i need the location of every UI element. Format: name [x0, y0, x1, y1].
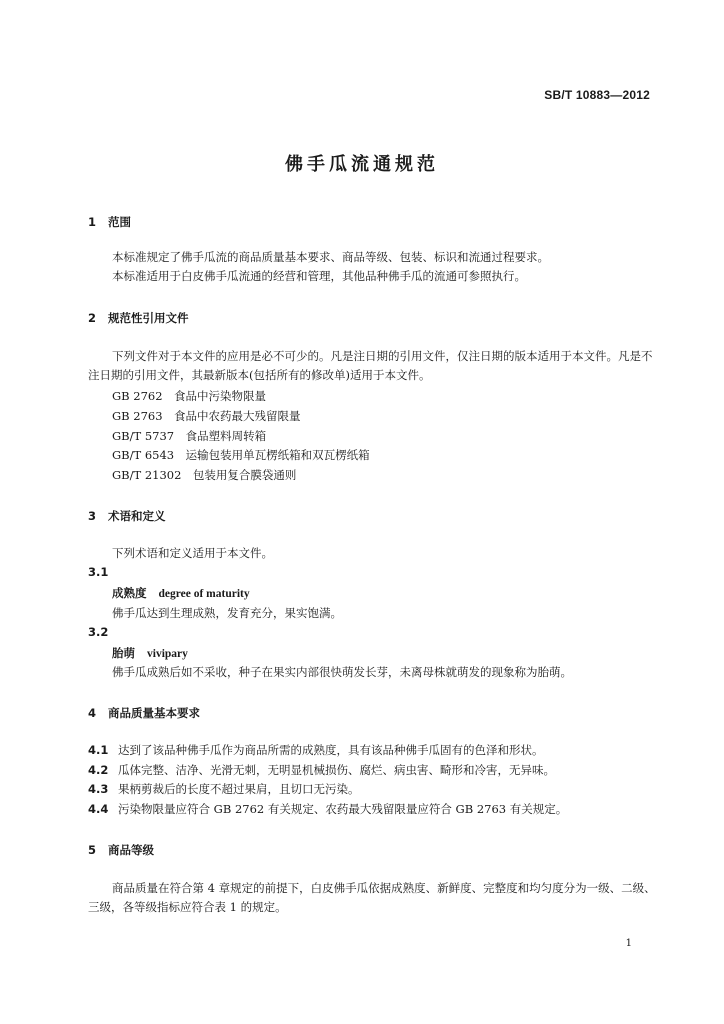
section-title: 商品等级 — [108, 843, 154, 857]
requirement-text: 瓜体完整、洁净、光滑无刺，无明显机械损伤、腐烂、病虫害、畸形和冷害，无异味。 — [118, 763, 555, 777]
requirement-item — [88, 762, 555, 778]
section-1-paragraph-2: 本标准适用于白皮佛手瓜流通的经营和管理，其他品种佛手瓜的流通可参照执行。 — [112, 269, 526, 283]
term-en: vivipary — [147, 648, 188, 660]
term-en: degree of maturity — [158, 588, 250, 600]
requirement-number: 4.1 — [88, 743, 109, 757]
section-5-paragraph: 商品质量在符合第 4 章规定的前提下，白皮佛手瓜依据成熟度、新鲜度、完整度和均匀度分为一级、二级、三级，各等级指标应符合表 1 的规定。 — [88, 881, 656, 914]
section-3-heading — [88, 508, 166, 524]
document-title: 佛手瓜流通规范 — [285, 154, 439, 175]
term-zh: 胎萌 — [112, 646, 135, 660]
reference-item: GB/T 21302 包装用复合膜袋通则 — [112, 468, 297, 482]
requirement-item — [88, 801, 567, 817]
requirement-number: 4.2 — [88, 763, 109, 777]
term-heading — [112, 585, 250, 601]
section-title: 商品质量基本要求 — [108, 706, 200, 720]
reference-item: GB/T 5737 食品塑料周转箱 — [112, 429, 267, 443]
term-definition: 佛手瓜成熟后如不采收，种子在果实内部很快萌发长芽，未离母株就萌发的现象称为胎萌。 — [112, 665, 572, 679]
section-title: 范围 — [108, 215, 131, 229]
term-number: 3.2 — [88, 625, 109, 639]
section-3-intro: 下列术语和定义适用于本文件。 — [112, 546, 273, 560]
term-number: 3.1 — [88, 565, 109, 579]
section-5-heading — [88, 842, 154, 858]
section-title: 术语和定义 — [108, 509, 166, 523]
reference-item: GB 2762 食品中污染物限量 — [112, 389, 267, 403]
section-number: 5 — [88, 843, 97, 857]
requirement-text: 污染物限量应符合 GB 2762 有关规定、农药最大残留限量应符合 GB 2763 有关规定。 — [118, 802, 568, 816]
reference-item: GB 2763 食品中农药最大残留限量 — [112, 409, 301, 423]
section-number: 2 — [88, 311, 97, 325]
reference-item: GB/T 6543 运输包装用单瓦楞纸箱和双瓦楞纸箱 — [112, 448, 370, 462]
requirement-number: 4.3 — [88, 782, 109, 796]
section-number: 4 — [88, 706, 97, 720]
section-1-heading — [88, 214, 131, 230]
requirement-number: 4.4 — [88, 802, 109, 816]
section-number: 1 — [88, 215, 97, 229]
requirement-text: 达到了该品种佛手瓜作为商品所需的成熟度，具有该品种佛手瓜固有的色泽和形状。 — [118, 743, 544, 757]
section-number: 3 — [88, 509, 97, 523]
section-title: 规范性引用文件 — [108, 311, 189, 325]
section-2-intro: 下列文件对于本文件的应用是必不可少的。凡是注日期的引用文件，仅注日期的版本适用于本文件。凡是不注日期的引用文件，其最新版本(包括所有的修改单)适用于本文件。 — [88, 349, 653, 382]
requirement-item — [88, 742, 544, 758]
page-number: 1 — [625, 938, 632, 949]
requirement-item — [88, 781, 360, 797]
section-4-heading — [88, 705, 200, 721]
term-zh: 成熟度 — [112, 586, 147, 600]
requirement-text: 果柄剪裁后的长度不超过果肩，且切口无污染。 — [118, 782, 360, 796]
term-heading — [112, 645, 188, 661]
section-1-paragraph-1: 本标准规定了佛手瓜流的商品质量基本要求、商品等级、包装、标识和流通过程要求。 — [112, 250, 549, 264]
standard-code: SB/T 10883—2012 — [544, 88, 650, 102]
section-2-heading — [88, 310, 189, 326]
term-definition: 佛手瓜达到生理成熟，发育充分，果实饱满。 — [112, 606, 342, 620]
